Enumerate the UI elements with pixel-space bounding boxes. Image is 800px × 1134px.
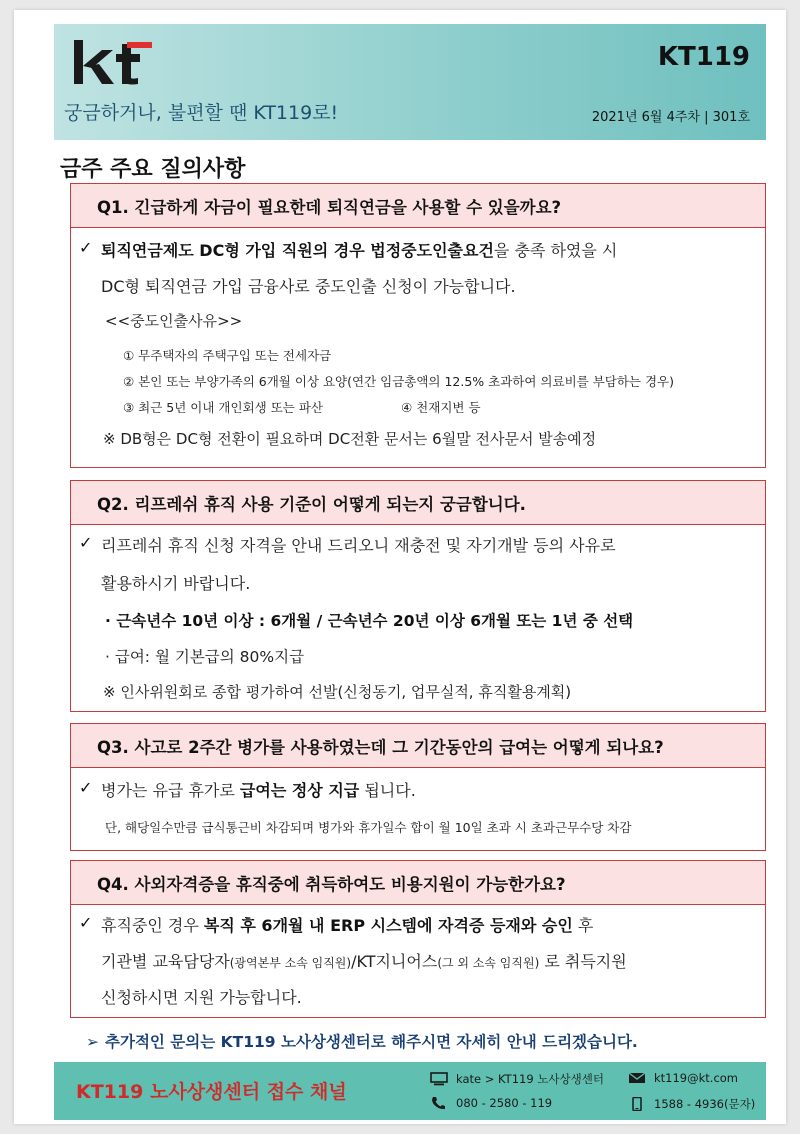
q3-line1-bold: 급여는 정상 지급 bbox=[239, 781, 360, 800]
envelope-icon bbox=[628, 1071, 646, 1085]
newsletter-sheet bbox=[14, 10, 786, 1124]
page-title: 금주 주요 질의사항 bbox=[60, 157, 246, 182]
channel-web[interactable] bbox=[430, 1071, 604, 1087]
channel-sms[interactable] bbox=[628, 1096, 755, 1112]
q1-reason-title: <<중도인출사유>> bbox=[105, 312, 243, 330]
q2-line1: 리프레쉬 휴직 신청 자격을 안내 드리오니 재충전 및 자기개발 등의 사유로 bbox=[101, 536, 616, 555]
q2-answer bbox=[71, 525, 765, 712]
q3-question: Q3. 사고로 2주간 병가를 사용하였는데 그 기간동안의 급여는 어떻게 되나요? bbox=[71, 724, 765, 768]
q4-line2-a: 기관별 교육담당자 bbox=[101, 952, 230, 971]
q4-question: Q4. 사외자격증을 휴직중에 취득하여도 비용지원이 가능한가요? bbox=[71, 861, 765, 905]
slogan: 궁금하거나, 불편할 땐 KT119로! bbox=[64, 102, 339, 124]
q1-line1 bbox=[101, 238, 617, 261]
q1-reason-1: ① 무주택자의 주택구입 또는 전세자금 bbox=[123, 348, 332, 363]
q3-line1-pre: 병가는 유급 휴가로 bbox=[101, 781, 240, 800]
monitor-icon bbox=[430, 1072, 448, 1086]
q1-question: Q1. 긴급하게 자금이 필요한데 퇴직연금을 사용할 수 있을까요? bbox=[71, 184, 765, 228]
contact-channel-bar bbox=[54, 1062, 766, 1120]
q1-block bbox=[70, 183, 766, 468]
newsletter-header bbox=[54, 24, 766, 140]
q4-line1-bold: 복직 후 6개월 내 ERP 시스템에 자격증 등재와 승인 bbox=[203, 916, 573, 935]
q4-answer bbox=[71, 905, 765, 1018]
q4-block bbox=[70, 860, 766, 1018]
issue-number: 2021년 6월 4주차 | 301호 bbox=[591, 110, 750, 125]
q1-reason-3: ③ 최근 5년 이내 개인회생 또는 파산 bbox=[123, 400, 323, 415]
check-icon: ✓ bbox=[79, 913, 93, 932]
q1-reason-2: ② 본인 또는 부양가족의 6개월 이상 요양(연간 임금총액의 12.5% 초과하여 의료비를 부담하는 경우) bbox=[123, 374, 675, 389]
q1-line1-bold: 퇴직연금제도 DC형 가입 직원의 경우 법정중도인출요건 bbox=[101, 241, 494, 260]
q3-line1-post: 됩니다. bbox=[359, 781, 416, 800]
q3-line2: 단, 해당일수만큼 급식통근비 차감되며 병가와 휴가일수 합이 월 10일 초과 시 초과근무수당 차감 bbox=[105, 820, 632, 835]
check-icon: ✓ bbox=[79, 533, 93, 552]
q3-block bbox=[70, 723, 766, 851]
q4-line2-b: (광역본부 소속 임직원) bbox=[229, 956, 352, 970]
q1-answer bbox=[71, 228, 765, 468]
q1-note: ※ DB형은 DC형 전환이 필요하며 DC전환 문서는 6월말 전사문서 발송예정 bbox=[103, 430, 597, 448]
q1-line1-rest: 을 충족 하였을 시 bbox=[493, 241, 618, 260]
channel-email[interactable] bbox=[628, 1071, 738, 1085]
q1-reason-4: ④ 천재지변 등 bbox=[401, 400, 481, 415]
phone-icon bbox=[430, 1096, 448, 1110]
q3-line1 bbox=[101, 778, 416, 801]
check-icon: ✓ bbox=[79, 238, 93, 257]
channel-sms-text: 1588 - 4936(문자) bbox=[654, 1097, 756, 1111]
arrow-right-icon: ➢ bbox=[86, 1033, 99, 1051]
channel-title: KT119 노사상생센터 접수 채널 bbox=[76, 1081, 347, 1103]
q2-bullet-1: · 근속년수 10년 이상 : 6개월 / 근속년수 20년 이상 6개월 또는 1년 중 선택 bbox=[105, 612, 634, 630]
q2-block bbox=[70, 480, 766, 712]
footer-note-text: 추가적인 문의는 KT119 노사상생센터로 해주시면 자세히 안내 드리겠습니다. bbox=[105, 1033, 638, 1051]
q4-line2-e: 로 취득지원 bbox=[539, 952, 627, 971]
q4-line2-d: (그 외 소속 임직원) bbox=[437, 956, 540, 970]
q4-line2 bbox=[101, 949, 627, 972]
q4-line1-post: 후 bbox=[572, 916, 594, 935]
newsletter-code: KT119 bbox=[657, 42, 750, 72]
q2-note: ※ 인사위원회로 종합 평가하여 선발(신청동기, 업무실적, 휴직활용계획) bbox=[103, 683, 572, 701]
q1-line2: DC형 퇴직연금 가입 금융사로 중도인출 신청이 가능합니다. bbox=[101, 277, 516, 296]
kt-logo bbox=[72, 36, 152, 92]
q4-line1 bbox=[101, 913, 593, 936]
channel-email-text: kt119@kt.com bbox=[654, 1071, 739, 1085]
mobile-icon bbox=[628, 1097, 646, 1111]
q2-line2: 활용하시기 바랍니다. bbox=[101, 574, 251, 593]
q4-line3: 신청하시면 지원 가능합니다. bbox=[101, 988, 302, 1007]
channel-phone[interactable] bbox=[430, 1096, 552, 1110]
q3-answer bbox=[71, 768, 765, 851]
channel-web-text: kate > KT119 노사상생센터 bbox=[456, 1072, 604, 1086]
q4-line1-pre: 휴직중인 경우 bbox=[101, 916, 204, 935]
q2-bullet-2: · 급여: 월 기본급의 80%지급 bbox=[105, 648, 305, 666]
check-icon: ✓ bbox=[79, 778, 93, 797]
q4-line2-c: /KT지니어스 bbox=[351, 952, 438, 971]
q2-question: Q2. 리프레쉬 휴직 사용 기준이 어떻게 되는지 궁금합니다. bbox=[71, 481, 765, 525]
footer-note bbox=[86, 1030, 638, 1052]
channel-phone-text: 080 - 2580 - 119 bbox=[456, 1096, 553, 1110]
